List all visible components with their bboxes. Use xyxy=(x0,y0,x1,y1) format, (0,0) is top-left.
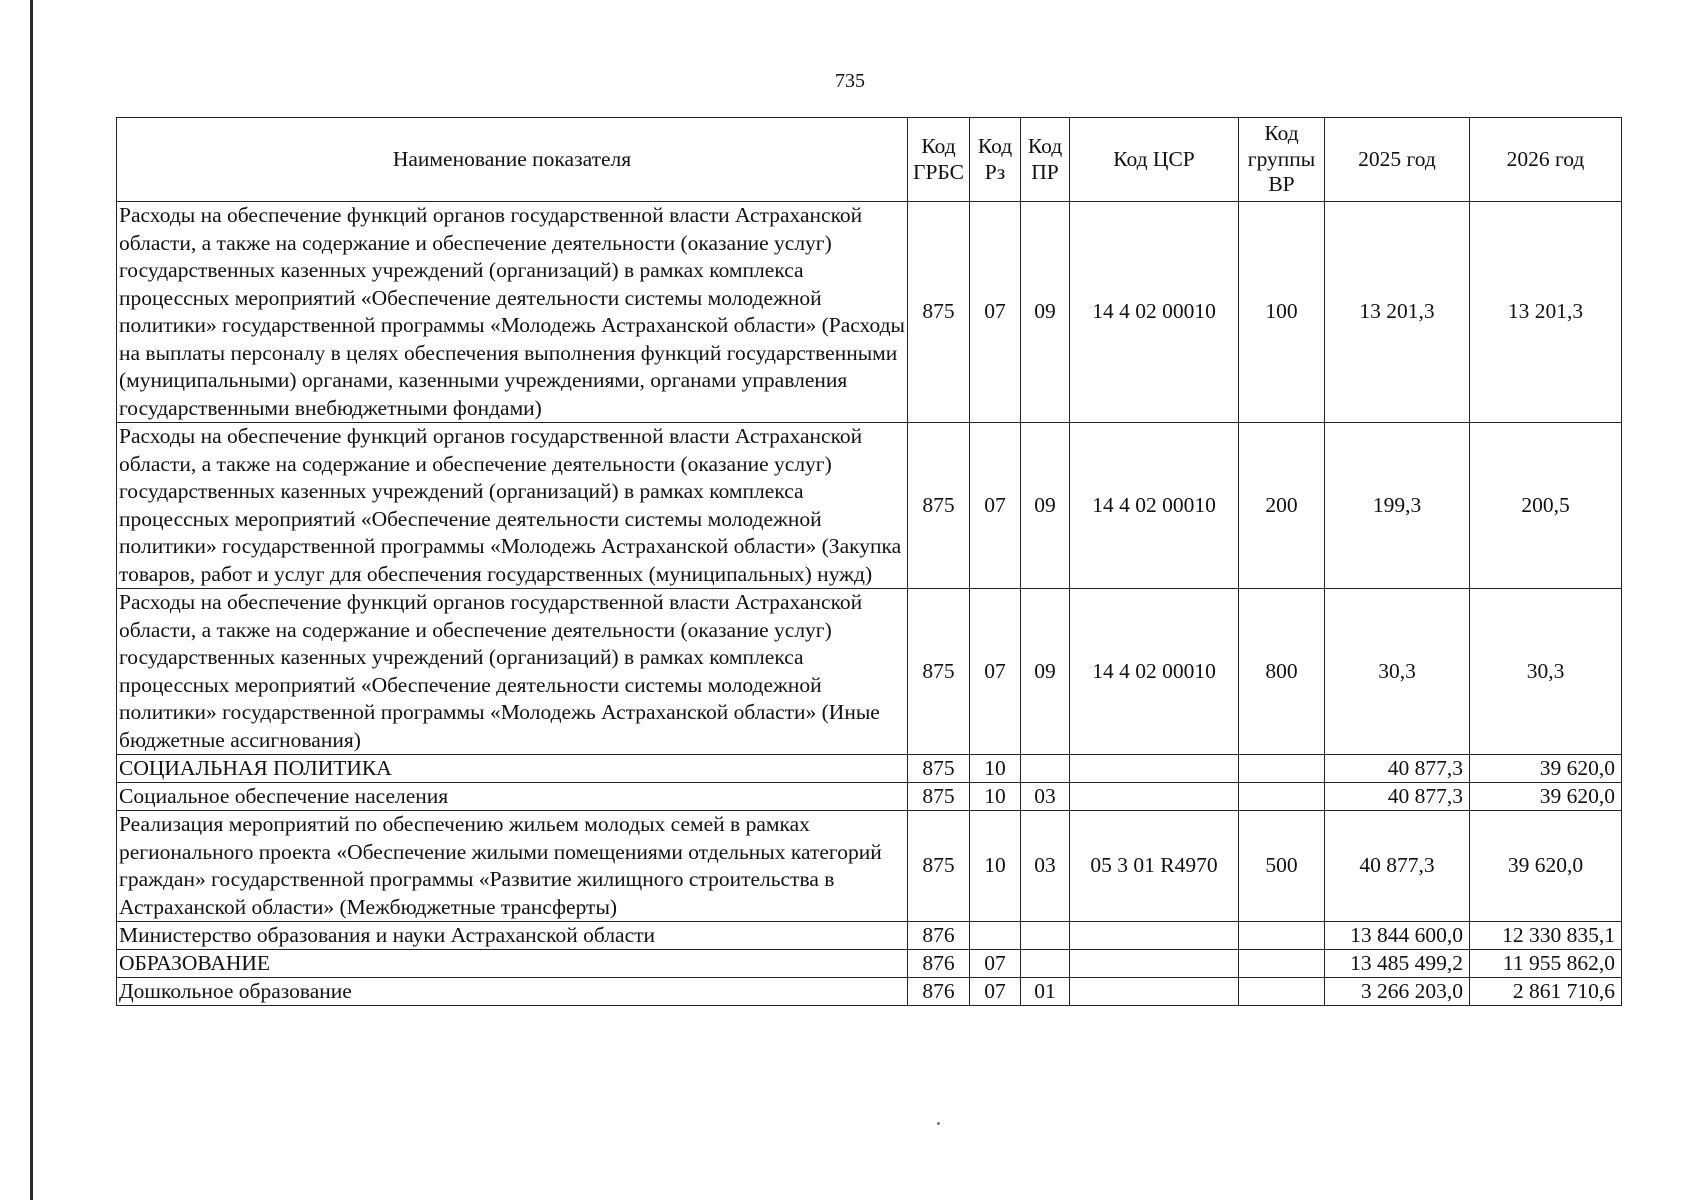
table-row xyxy=(117,978,1622,1006)
header-grbs: Код ГРБС xyxy=(908,118,970,202)
row-vr: 100 xyxy=(1239,202,1325,423)
row-name: Расходы на обеспечение функций органов государственной власти Астраханской области, а также на содержание и обеспечение деятельности (оказание услуг) государственных казенных учреждений (организаций) в рамках комплекса процессных мероприятий «Обеспечение деятельности системы молодежной политики» государственной программы «Молодежь Астраханской области» (Иные бюджетные ассигнования) xyxy=(117,589,908,755)
header-2025: 2025 год xyxy=(1325,118,1470,202)
row-name: ОБРАЗОВАНИЕ xyxy=(117,950,908,978)
row-2026: 11 955 862,0 xyxy=(1470,950,1622,978)
row-csr xyxy=(1070,950,1239,978)
row-grbs: 875 xyxy=(908,423,970,589)
row-2025: 13 485 499,2 xyxy=(1325,950,1470,978)
row-rz: 07 xyxy=(970,589,1021,755)
row-rz: 10 xyxy=(970,811,1021,922)
header-rz: Код Рз xyxy=(970,118,1021,202)
row-name: Расходы на обеспечение функций органов государственной власти Астраханской области, а также на содержание и обеспечение деятельности (оказание услуг) государственных казенных учреждений (организаций) в рамках комплекса процессных мероприятий «Обеспечение деятельности системы молодежной политики» государственной программы «Молодежь Астраханской области» (Расходы на выплаты персоналу в целях обеспечения выполнения функций государственными (муниципальными) органами, казенными учреждениями, органами управления государственными внебюджетными фондами) xyxy=(117,202,908,423)
header-csr: Код ЦСР xyxy=(1070,118,1239,202)
row-pr xyxy=(1021,755,1070,783)
row-name: Расходы на обеспечение функций органов государственной власти Астраханской области, а также на содержание и обеспечение деятельности (оказание услуг) государственных казенных учреждений (организаций) в рамках комплекса процессных мероприятий «Обеспечение деятельности системы молодежной политики» государственной программы «Молодежь Астраханской области» (Закупка товаров, работ и услуг для обеспечения государственных (муниципальных) нужд) xyxy=(117,423,908,589)
row-vr xyxy=(1239,755,1325,783)
row-grbs: 876 xyxy=(908,922,970,950)
row-vr xyxy=(1239,783,1325,811)
row-grbs: 876 xyxy=(908,978,970,1006)
row-vr xyxy=(1239,950,1325,978)
row-2025: 13 844 600,0 xyxy=(1325,922,1470,950)
row-csr: 05 3 01 R4970 xyxy=(1070,811,1239,922)
row-grbs: 876 xyxy=(908,950,970,978)
budget-table xyxy=(116,117,1622,1006)
row-vr: 500 xyxy=(1239,811,1325,922)
table-row xyxy=(117,950,1622,978)
row-2026: 2 861 710,6 xyxy=(1470,978,1622,1006)
row-grbs: 875 xyxy=(908,755,970,783)
row-pr: 09 xyxy=(1021,589,1070,755)
row-rz: 10 xyxy=(970,783,1021,811)
row-2025: 40 877,3 xyxy=(1325,755,1470,783)
page-number: 735 xyxy=(835,70,865,92)
row-2026: 39 620,0 xyxy=(1470,811,1622,922)
row-vr xyxy=(1239,922,1325,950)
row-pr: 09 xyxy=(1021,423,1070,589)
row-grbs: 875 xyxy=(908,202,970,423)
row-pr xyxy=(1021,950,1070,978)
table-row xyxy=(117,922,1622,950)
row-pr: 01 xyxy=(1021,978,1070,1006)
row-rz: 07 xyxy=(970,423,1021,589)
row-csr xyxy=(1070,755,1239,783)
row-rz: 10 xyxy=(970,755,1021,783)
row-name: СОЦИАЛЬНАЯ ПОЛИТИКА xyxy=(117,755,908,783)
row-rz: 07 xyxy=(970,950,1021,978)
row-rz: 07 xyxy=(970,978,1021,1006)
row-2025: 40 877,3 xyxy=(1325,811,1470,922)
row-2026: 13 201,3 xyxy=(1470,202,1622,423)
row-2025: 40 877,3 xyxy=(1325,783,1470,811)
table-header-row xyxy=(117,118,1622,202)
row-csr xyxy=(1070,922,1239,950)
row-pr xyxy=(1021,922,1070,950)
row-2026: 200,5 xyxy=(1470,423,1622,589)
row-2026: 39 620,0 xyxy=(1470,755,1622,783)
binding-edge-line xyxy=(30,0,33,1200)
row-rz: 07 xyxy=(970,202,1021,423)
row-vr: 800 xyxy=(1239,589,1325,755)
scan-speck xyxy=(937,1122,940,1125)
row-csr: 14 4 02 00010 xyxy=(1070,423,1239,589)
row-2025: 30,3 xyxy=(1325,589,1470,755)
row-csr xyxy=(1070,783,1239,811)
row-name: Реализация мероприятий по обеспечению жильем молодых семей в рамках регионального проекта «Обеспечение жилыми помещениями отдельных категорий граждан» государственной программы «Развитие жилищного строительства в Астраханской области» (Межбюджетные трансферты) xyxy=(117,811,908,922)
row-pr: 03 xyxy=(1021,811,1070,922)
row-csr: 14 4 02 00010 xyxy=(1070,589,1239,755)
row-grbs: 875 xyxy=(908,589,970,755)
header-2026: 2026 год xyxy=(1470,118,1622,202)
table-row xyxy=(117,202,1622,423)
row-2025: 13 201,3 xyxy=(1325,202,1470,423)
row-pr: 03 xyxy=(1021,783,1070,811)
table-row xyxy=(117,783,1622,811)
row-2025: 3 266 203,0 xyxy=(1325,978,1470,1006)
table-row xyxy=(117,811,1622,922)
row-2026: 39 620,0 xyxy=(1470,783,1622,811)
header-name: Наименование показателя xyxy=(117,118,908,202)
row-name: Дошкольное образование xyxy=(117,978,908,1006)
row-csr: 14 4 02 00010 xyxy=(1070,202,1239,423)
table-row xyxy=(117,423,1622,589)
row-vr: 200 xyxy=(1239,423,1325,589)
row-name: Социальное обеспечение населения xyxy=(117,783,908,811)
row-grbs: 875 xyxy=(908,811,970,922)
row-grbs: 875 xyxy=(908,783,970,811)
row-2026: 30,3 xyxy=(1470,589,1622,755)
header-pr: Код ПР xyxy=(1021,118,1070,202)
row-2026: 12 330 835,1 xyxy=(1470,922,1622,950)
header-vr: Код группы ВР xyxy=(1239,118,1325,202)
row-rz xyxy=(970,922,1021,950)
row-2025: 199,3 xyxy=(1325,423,1470,589)
table-row xyxy=(117,755,1622,783)
row-pr: 09 xyxy=(1021,202,1070,423)
row-csr xyxy=(1070,978,1239,1006)
row-vr xyxy=(1239,978,1325,1006)
row-name: Министерство образования и науки Астраханской области xyxy=(117,922,908,950)
table-row xyxy=(117,589,1622,755)
